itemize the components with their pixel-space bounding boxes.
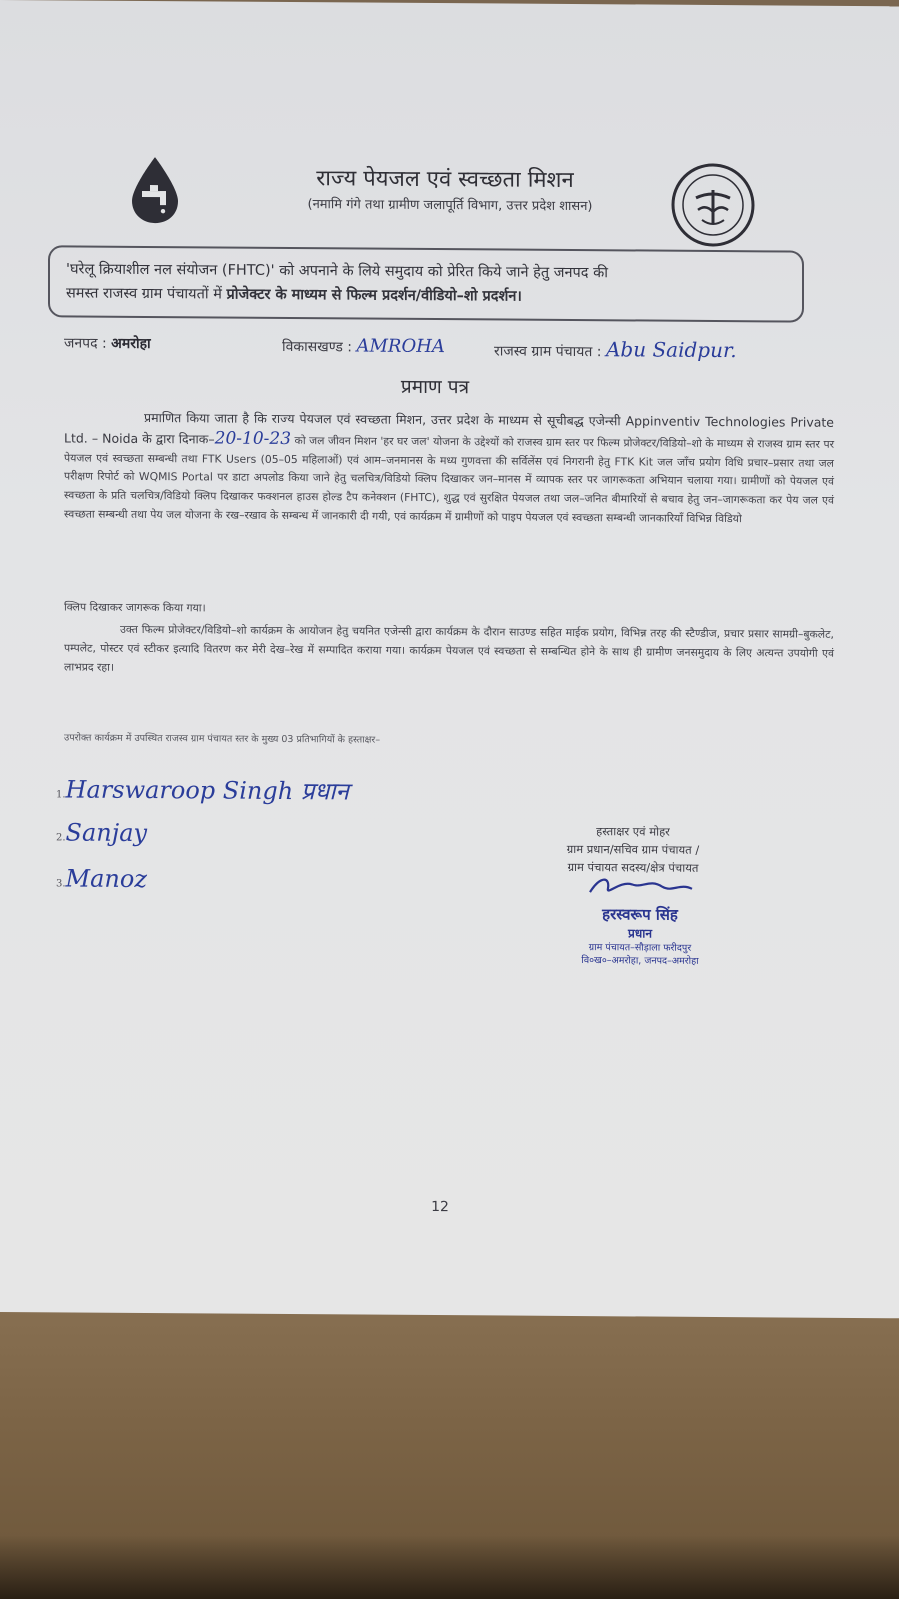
para1-part-a: प्रमाणित किया जाता है कि राज्य पेयजल एवं स्वच्छता मिशन, उत्तर प्रदेश के माध्यम से सूचीबद्ध एजेन्सी Appinventiv Technologies Private Ltd. – Noida के द्वारा दिनाक–: [64, 410, 834, 447]
block-value: AMROHA: [356, 335, 445, 358]
district-label: जनपद :: [64, 335, 107, 352]
panchayat-field: [494, 336, 737, 362]
up-government-seal: [668, 160, 758, 251]
program-date: 20-10-23: [214, 428, 292, 449]
certificate-paragraph-2: उक्त फिल्म प्रोजेक्टर/विडियो–शो कार्यक्रम के आयोजन हेतु चयनित एजेन्सी द्वारा कार्यक्रम के दौरान साउण्ड सहित माईक प्रयोग, विभिन्न तरह की स्टैण्डीज, प्रचार प्रसार सामग्री–बुकलेट, पम्पलेट, पोस्टर एवं स्टीकर इत्यादि वितरण कर मेरी देख–रेख में सम्पादित कराया गया। कार्यक्रम पेयजल एवं स्वच्छता से सम्बन्धित होने के साथ ही ग्रामीण जनसमुदाय के लिए अत्यन्त उपयोगी एवं लाभप्रद रहा।: [64, 622, 834, 674]
stamp-caption-1: हस्ताक्षर एवं मोहर: [596, 824, 670, 839]
header-subtitle: (नमामि गंगे तथा ग्रामीण जलापूर्ति विभाग, उत्तर प्रदेश शासन): [307, 197, 593, 215]
stamp-caption-2: ग्राम प्रधान/सचिव ग्राम पंचायत /: [566, 841, 700, 857]
table-shadow: [0, 1535, 899, 1599]
block-field: [282, 335, 445, 357]
header-title: राज्य पेयजल एवं स्वच्छता मिशन: [316, 166, 574, 194]
signature-scribble: [580, 874, 700, 901]
stamp-name: हरस्वरूप सिंह: [602, 905, 678, 924]
certificate-paragraph-1-end: क्लिप दिखाकर जागरूक किया गया।: [64, 600, 206, 615]
certificate-title: प्रमाण पत्र: [400, 375, 470, 399]
participant-signature-1: [56, 772, 349, 807]
banner-line-2: [66, 281, 786, 310]
banner-line-2-bold: प्रोजेक्टर के माध्यम से फिल्म प्रदर्शन/वीडियो–शो प्रदर्शन।: [226, 286, 522, 305]
banner-line-2-text: समस्त राजस्व ग्राम पंचायतों में: [66, 285, 227, 303]
stamp-caption-3: ग्राम पंचायत सदस्य/क्षेत्र पंचायत: [567, 859, 699, 875]
program-banner: [48, 245, 804, 322]
signer-number: 2.: [56, 832, 66, 844]
banner-line-1: 'घरेलू क्रियाशील नल संयोजन (FHTC)' को अपनाने के लिये समुदाय को प्रेरित किये जाने हेतु जनपद की: [66, 261, 608, 282]
panchayat-label: राजस्व ग्राम पंचायत :: [494, 343, 602, 361]
district-value: अमरोहा: [111, 335, 151, 353]
certificate-paragraph-1: [64, 408, 834, 529]
har-ghar-jal-logo: [110, 151, 200, 242]
pradhan-stamp: [540, 874, 740, 968]
para1-part-b: को जल जीवन मिशन 'हर घर जल' योजना के उद्देश्यों को राजस्व ग्राम स्तर पर फिल्म प्रोजेक्टर/विडियो–शो के माध्यम से राजस्व ग्राम स्तर पर पेयजल एवं स्वच्छता सम्बन्धी तथा FTK Users (05–05 महिलाओं) एवं आम–जनमानस के मध्य गुणवत्ता की सर्विलेंस एवं निगरानी हेतु FTK Kit जल जाँच प्रयोग विधि प्रचार–प्रसार तथा जल परीक्षण रिपोर्ट को WQMIS Portal पर डाटा अपलोड किया जाने हेतु चलचित्र/विडियो क्लिप दिखाकर जन–मानस में व्यापक स्तर पर जागरूकता अभियान चलाया गया। ग्रामीणों को पेयजल एवं स्वच्छता के प्रति चलचित्र/विडियो क्लिप दिखाकर फक्शनल हाउस होल्ड टैप कनेक्शन (FHTC), शुद्ध एवं सुरक्षित पेयजल तथा जल–जनित बीमारियों से बचाव हेतु जन–जागरूकता कर पेय जल एवं स्वच्छता सम्बन्धी तथा पेय जल योजना के रख–रखाव के सम्बन्ध में जानकारी दी गयी, एवं कार्यक्रम में ग्रामीणों को पाइप पेयजल एवं स्वच्छता सम्बन्धी जानकारियाँ विभिन्न विडियो: [64, 433, 835, 526]
water-drop-icon: [110, 151, 200, 242]
participant-signature-3: [56, 864, 147, 893]
signer-number: 1.: [56, 789, 66, 801]
signer-name: Harswaroop Singh प्रधान: [65, 775, 349, 806]
stamp-line-1: ग्राम पंचायत–सौड़ाला फरीदपुर: [588, 942, 692, 954]
stamp-line-2: वि०ख०–अमरोहा, जनपद–अमरोहा: [581, 955, 699, 967]
authority-signature-block: [528, 822, 738, 877]
panchayat-value: Abu Saidpur.: [605, 337, 737, 363]
block-label: विकासखण्ड :: [282, 338, 353, 356]
signatures-intro: उपरोक्त कार्यक्रम में उपस्थित राजस्व ग्राम पंचायत स्तर के मुख्य 03 प्रतिभागियों के हस्ताक्षर–: [64, 732, 381, 746]
stamp-role: प्रधान: [628, 926, 652, 941]
state-emblem-icon: [668, 160, 758, 251]
page-number: 12: [431, 1199, 449, 1216]
participant-signature-2: [56, 818, 147, 847]
district-field: [64, 333, 151, 353]
signer-name: Sanjay: [65, 818, 148, 848]
signer-name: Manoz: [65, 864, 147, 894]
signer-number: 3.: [56, 878, 66, 890]
